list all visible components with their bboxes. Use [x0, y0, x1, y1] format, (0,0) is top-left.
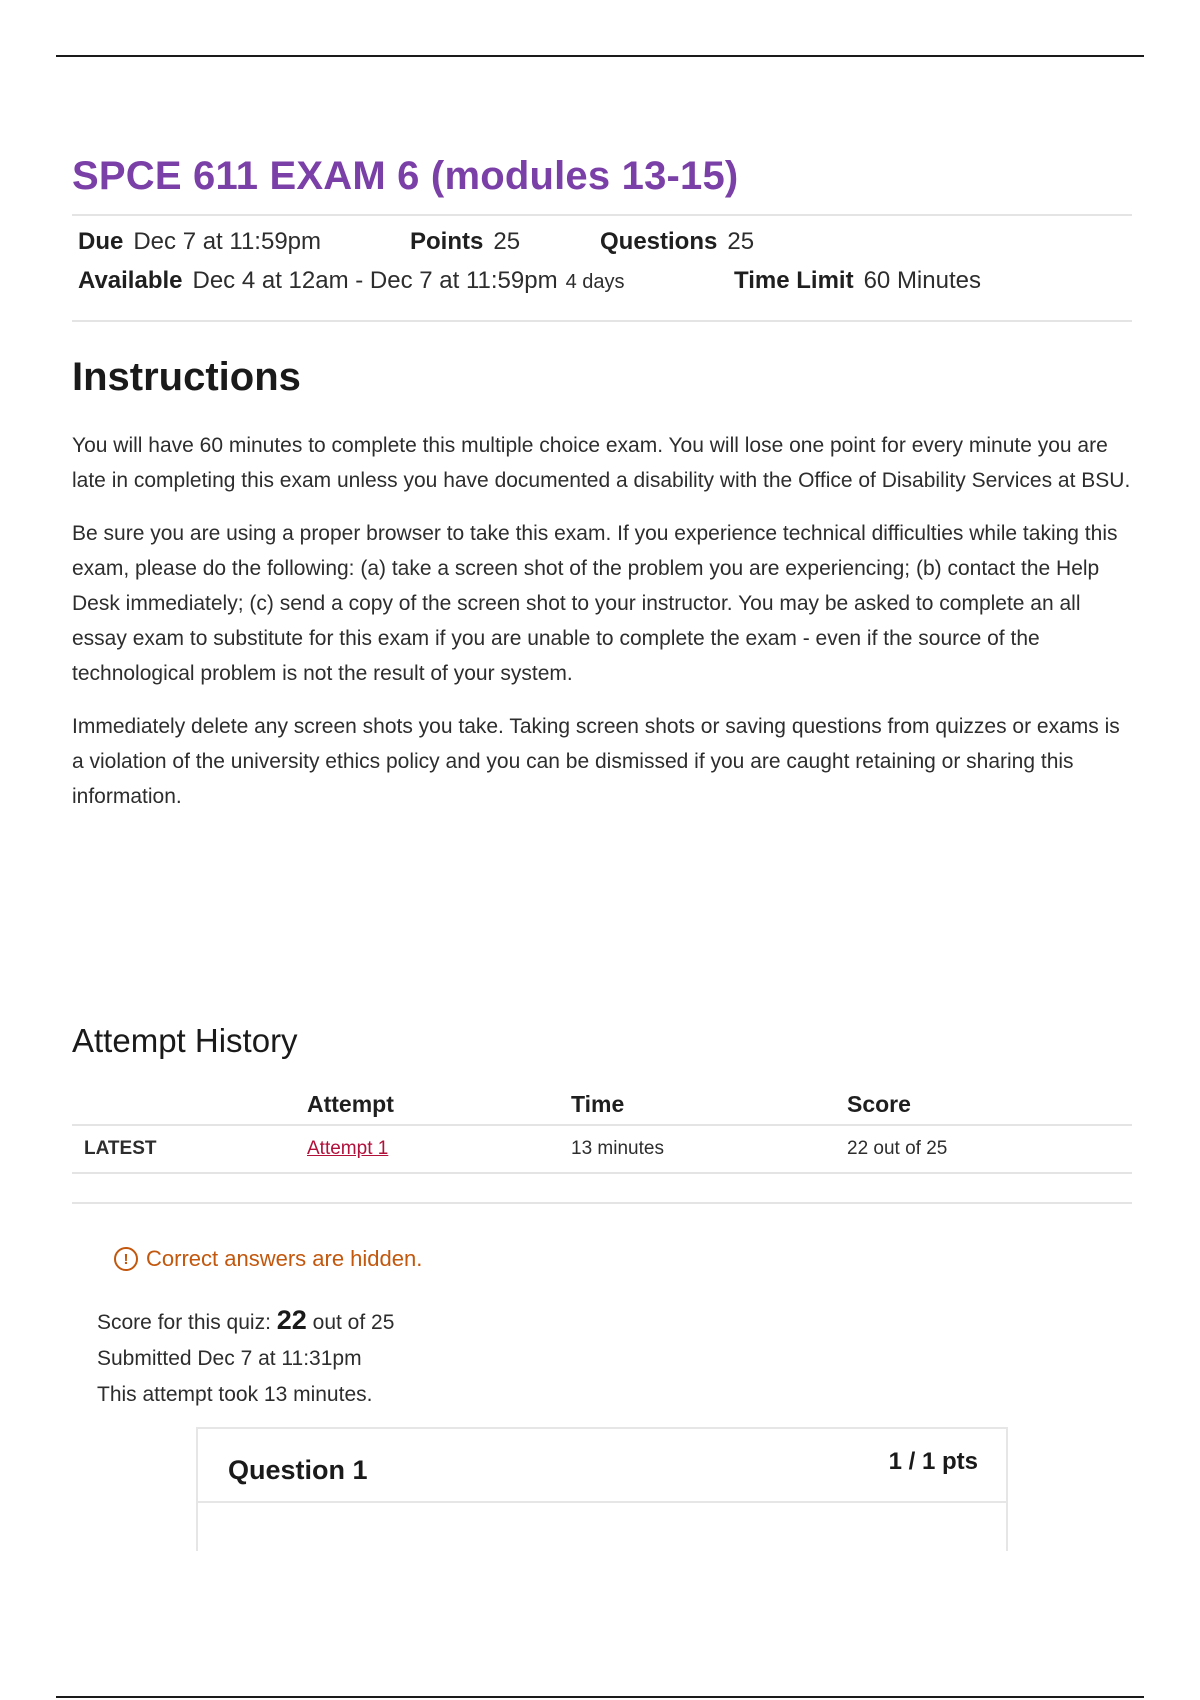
- exam-meta: [72, 214, 1132, 322]
- submitted-time: Submitted Dec 7 at 11:31pm: [97, 1347, 362, 1370]
- top-page-rule: [56, 55, 1144, 57]
- question-title: Question 1: [228, 1454, 368, 1485]
- attempt-table-header: [72, 1085, 1132, 1125]
- score-line: [97, 1302, 394, 1341]
- col-header-tag: [72, 1085, 307, 1125]
- time-limit-label: Time Limit: [734, 267, 854, 294]
- section-divider: [72, 1202, 1132, 1204]
- question-points: 1 / 1 pts: [888, 1448, 978, 1475]
- notice-text: Correct answers are hidden.: [146, 1246, 423, 1271]
- points-info: [410, 228, 600, 256]
- latest-tag: LATEST: [72, 1125, 307, 1173]
- available-info: [78, 267, 734, 295]
- time-limit-value: 60 Minutes: [863, 267, 981, 294]
- instructions-paragraph-1: You will have 60 minutes to complete this multiple choice exam. You will lose one point for every minute you are late in completing this exam unless you have documented a disability with the Office of Disability Services at BSU.: [72, 434, 1131, 492]
- answers-hidden-notice: [114, 1246, 422, 1272]
- table-row: [72, 1125, 1132, 1173]
- instructions-paragraph-3: Immediately delete any screen shots you take. Taking screen shots or saving questions from quizzes or exams is a violation of the university ethics policy and you can be dismissed if you are caught retaining or sharing this information.: [72, 715, 1120, 808]
- meta-row-2: [78, 267, 1126, 306]
- meta-row-1: [78, 228, 1126, 267]
- attempt-history-table: [72, 1085, 1132, 1174]
- attempt-1-link[interactable]: Attempt 1: [307, 1138, 389, 1159]
- instructions-heading: Instructions: [72, 355, 301, 399]
- score-suffix: out of 25: [312, 1311, 395, 1334]
- questions-label: Questions: [600, 228, 718, 255]
- available-value: Dec 4 at 12am - Dec 7 at 11:59pm: [192, 267, 558, 294]
- time-limit-info: [734, 267, 981, 295]
- score-value: 22: [276, 1305, 307, 1335]
- exam-title: SPCE 611 EXAM 6 (modules 13-15): [72, 154, 739, 198]
- points-value: 25: [493, 228, 521, 255]
- alert-circle-icon: !: [114, 1247, 138, 1271]
- col-header-score: Score: [847, 1085, 1132, 1125]
- points-label: Points: [410, 228, 484, 255]
- attempt-history-heading: Attempt History: [72, 1022, 298, 1059]
- available-duration: 4 days: [565, 271, 625, 293]
- question-card: [196, 1427, 1008, 1551]
- due-info: [78, 228, 410, 256]
- exam-content: [72, 150, 1132, 814]
- attempt-cell: [307, 1125, 571, 1173]
- question-header: [198, 1429, 1006, 1503]
- questions-info: [600, 228, 754, 256]
- attempt-duration: This attempt took 13 minutes.: [97, 1383, 373, 1406]
- due-value: Dec 7 at 11:59pm: [133, 228, 322, 255]
- col-header-attempt: Attempt: [307, 1085, 571, 1125]
- score-summary: [97, 1302, 394, 1413]
- score-prefix: Score for this quiz:: [97, 1311, 271, 1334]
- bottom-page-rule: [56, 1696, 1144, 1698]
- due-label: Due: [78, 228, 124, 255]
- available-label: Available: [78, 267, 183, 294]
- col-header-time: Time: [571, 1085, 847, 1125]
- time-cell: 13 minutes: [571, 1125, 847, 1173]
- score-cell: 22 out of 25: [847, 1125, 1132, 1173]
- questions-value: 25: [727, 228, 755, 255]
- instructions-paragraph-2: Be sure you are using a proper browser to take this exam. If you experience technical difficulties while taking this exam, please do the following: (a) take a screen shot of the problem you are experiencing; (b) contact the Help Desk immediately; (c) send a copy of the screen shot to your instructor. You may be asked to complete an all essay exam to substitute for this exam if you are unable to complete the exam - even if the source of the technological problem is not the result of your system.: [72, 522, 1118, 685]
